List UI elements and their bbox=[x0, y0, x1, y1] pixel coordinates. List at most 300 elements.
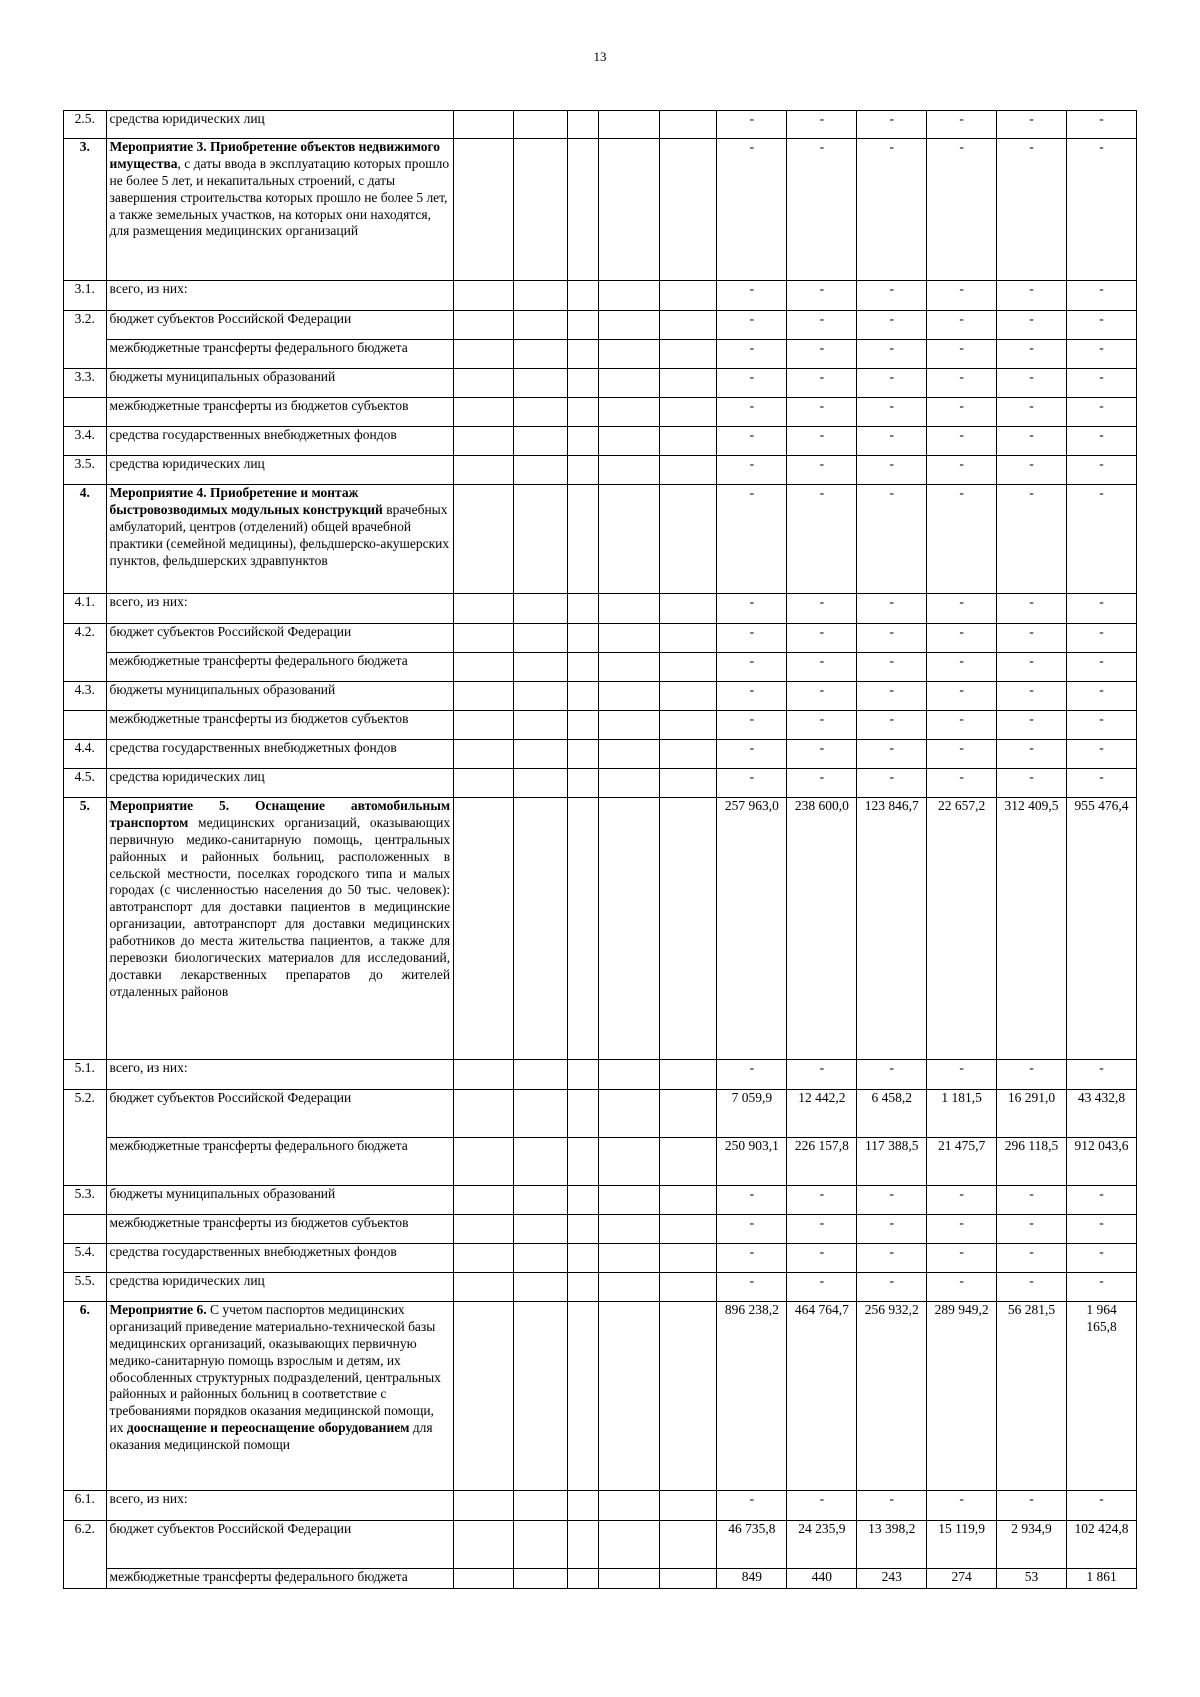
empty-cell bbox=[513, 653, 567, 682]
amount-cell: - bbox=[857, 340, 927, 369]
amount-cell: - bbox=[927, 653, 997, 682]
amount-cell: 243 bbox=[857, 1569, 927, 1589]
empty-cell bbox=[659, 1138, 717, 1186]
amount-cell: - bbox=[787, 1273, 857, 1302]
amount-cell: - bbox=[927, 594, 997, 624]
amount-cell: - bbox=[927, 340, 997, 369]
row-number: 5.3. bbox=[64, 1186, 107, 1215]
amount-cell: 117 388,5 bbox=[857, 1138, 927, 1186]
empty-cell bbox=[454, 427, 514, 456]
funding-source-label: бюджет субъектов Российской Федерации bbox=[106, 1521, 454, 1569]
amount-cell: - bbox=[787, 624, 857, 653]
amount-cell: - bbox=[787, 740, 857, 769]
amount-cell: - bbox=[927, 369, 997, 398]
amount-cell: - bbox=[857, 398, 927, 427]
amount-cell: - bbox=[717, 594, 787, 624]
empty-cell bbox=[659, 624, 717, 653]
measure-title: Мероприятие 6. bbox=[109, 1302, 207, 1317]
amount-cell: - bbox=[997, 594, 1067, 624]
table-row bbox=[64, 1569, 1137, 1589]
amount-cell: - bbox=[997, 369, 1067, 398]
empty-cell bbox=[567, 398, 598, 427]
empty-cell bbox=[454, 624, 514, 653]
amount-cell: 102 424,8 bbox=[1067, 1521, 1137, 1569]
budget-table bbox=[63, 110, 1137, 1589]
empty-cell bbox=[513, 311, 567, 340]
row-number: 3.2. bbox=[64, 311, 107, 369]
table-row bbox=[64, 682, 1137, 711]
amount-cell: - bbox=[997, 311, 1067, 340]
amount-cell: - bbox=[927, 711, 997, 740]
amount-cell: - bbox=[717, 398, 787, 427]
row-number: 4.3. bbox=[64, 682, 107, 711]
amount-cell: - bbox=[997, 398, 1067, 427]
empty-cell bbox=[598, 456, 659, 485]
empty-cell bbox=[567, 1090, 598, 1138]
table-row bbox=[64, 427, 1137, 456]
amount-cell: - bbox=[927, 1244, 997, 1273]
amount-cell: - bbox=[997, 682, 1067, 711]
table-row bbox=[64, 1302, 1137, 1491]
empty-cell bbox=[454, 1491, 514, 1521]
amount-cell: - bbox=[927, 281, 997, 311]
empty-cell bbox=[454, 1186, 514, 1215]
amount-cell: - bbox=[787, 1186, 857, 1215]
empty-cell bbox=[454, 139, 514, 281]
empty-cell bbox=[454, 1244, 514, 1273]
empty-cell bbox=[659, 1302, 717, 1491]
amount-cell: - bbox=[857, 369, 927, 398]
empty-cell bbox=[567, 682, 598, 711]
empty-cell bbox=[454, 456, 514, 485]
table-row bbox=[64, 653, 1137, 682]
row-number: 3.1. bbox=[64, 281, 107, 311]
amount-cell: - bbox=[927, 682, 997, 711]
empty-cell bbox=[454, 369, 514, 398]
row-number: 6. bbox=[64, 1302, 107, 1491]
amount-cell: - bbox=[787, 427, 857, 456]
amount-cell: - bbox=[927, 139, 997, 281]
amount-cell: 1 964 165,8 bbox=[1067, 1302, 1137, 1491]
amount-cell: 16 291,0 bbox=[997, 1090, 1067, 1138]
table-row bbox=[64, 1244, 1137, 1273]
table-row bbox=[64, 1521, 1137, 1569]
empty-cell bbox=[513, 682, 567, 711]
row-number: 2.5. bbox=[64, 111, 107, 139]
empty-cell bbox=[598, 624, 659, 653]
amount-cell: - bbox=[787, 111, 857, 139]
empty-cell bbox=[513, 1273, 567, 1302]
amount-cell: - bbox=[857, 624, 927, 653]
empty-cell bbox=[454, 1090, 514, 1138]
empty-cell bbox=[659, 427, 717, 456]
empty-cell bbox=[598, 1090, 659, 1138]
amount-cell: - bbox=[717, 1244, 787, 1273]
amount-cell: - bbox=[857, 1215, 927, 1244]
funding-source-label: средства государственных внебюджетных фондов bbox=[106, 427, 454, 456]
amount-cell: - bbox=[997, 740, 1067, 769]
empty-cell bbox=[659, 1244, 717, 1273]
empty-cell bbox=[567, 653, 598, 682]
amount-cell: - bbox=[717, 653, 787, 682]
funding-source-label: межбюджетные трансферты федерального бюджета bbox=[106, 340, 454, 369]
amount-cell: - bbox=[1067, 281, 1137, 311]
amount-cell: - bbox=[787, 594, 857, 624]
empty-cell bbox=[567, 139, 598, 281]
amount-cell: - bbox=[857, 594, 927, 624]
empty-cell bbox=[567, 594, 598, 624]
row-number: 5.5. bbox=[64, 1273, 107, 1302]
measure-description bbox=[106, 139, 454, 281]
amount-cell: 464 764,7 bbox=[787, 1302, 857, 1491]
empty-cell bbox=[598, 1244, 659, 1273]
empty-cell bbox=[513, 1491, 567, 1521]
amount-cell: - bbox=[787, 769, 857, 798]
table-row bbox=[64, 281, 1137, 311]
amount-cell: - bbox=[787, 1060, 857, 1090]
measure-title: Мероприятие 5. Оснащение автомобильным транспортом bbox=[109, 798, 451, 830]
empty-cell bbox=[513, 111, 567, 139]
funding-source-label: всего, из них: bbox=[106, 594, 454, 624]
row-number: 5.1. bbox=[64, 1060, 107, 1090]
empty-cell bbox=[659, 769, 717, 798]
empty-cell bbox=[567, 1060, 598, 1090]
empty-cell bbox=[567, 427, 598, 456]
amount-cell: - bbox=[857, 740, 927, 769]
amount-cell: - bbox=[857, 139, 927, 281]
table-row bbox=[64, 340, 1137, 369]
amount-cell: - bbox=[927, 111, 997, 139]
empty-cell bbox=[454, 281, 514, 311]
empty-cell bbox=[598, 111, 659, 139]
empty-cell bbox=[454, 1273, 514, 1302]
amount-cell: - bbox=[1067, 398, 1137, 427]
amount-cell: 312 409,5 bbox=[997, 798, 1067, 1060]
funding-source-label: бюджеты муниципальных образований bbox=[106, 682, 454, 711]
empty-cell bbox=[598, 682, 659, 711]
empty-cell bbox=[659, 281, 717, 311]
amount-cell: 257 963,0 bbox=[717, 798, 787, 1060]
amount-cell: - bbox=[1067, 653, 1137, 682]
empty-cell bbox=[598, 740, 659, 769]
amount-cell: 250 903,1 bbox=[717, 1138, 787, 1186]
amount-cell: - bbox=[997, 281, 1067, 311]
empty-cell bbox=[454, 1138, 514, 1186]
funding-source-label: межбюджетные трансферты из бюджетов субъектов bbox=[106, 398, 454, 427]
empty-cell bbox=[513, 1215, 567, 1244]
row-number bbox=[64, 711, 107, 740]
empty-cell bbox=[659, 456, 717, 485]
amount-cell: - bbox=[927, 485, 997, 594]
amount-cell: - bbox=[927, 1060, 997, 1090]
funding-source-label: межбюджетные трансферты федерального бюджета bbox=[106, 653, 454, 682]
row-number: 5. bbox=[64, 798, 107, 1060]
amount-cell: 123 846,7 bbox=[857, 798, 927, 1060]
empty-cell bbox=[659, 1569, 717, 1589]
amount-cell: - bbox=[787, 1244, 857, 1273]
amount-cell: - bbox=[857, 711, 927, 740]
row-number: 4.4. bbox=[64, 740, 107, 769]
empty-cell bbox=[513, 1569, 567, 1589]
amount-cell: 1 861 bbox=[1067, 1569, 1137, 1589]
amount-cell: - bbox=[927, 740, 997, 769]
empty-cell bbox=[598, 1186, 659, 1215]
table-row bbox=[64, 594, 1137, 624]
empty-cell bbox=[598, 369, 659, 398]
empty-cell bbox=[567, 1244, 598, 1273]
amount-cell: 46 735,8 bbox=[717, 1521, 787, 1569]
empty-cell bbox=[454, 1569, 514, 1589]
amount-cell: - bbox=[1067, 485, 1137, 594]
funding-source-label: бюджет субъектов Российской Федерации bbox=[106, 311, 454, 340]
amount-cell: - bbox=[717, 624, 787, 653]
empty-cell bbox=[513, 624, 567, 653]
amount-cell: - bbox=[997, 711, 1067, 740]
amount-cell: - bbox=[997, 111, 1067, 139]
funding-source-label: бюджет субъектов Российской Федерации bbox=[106, 1090, 454, 1138]
measure-description bbox=[106, 798, 454, 1060]
empty-cell bbox=[659, 798, 717, 1060]
empty-cell bbox=[598, 1302, 659, 1491]
table-row bbox=[64, 485, 1137, 594]
empty-cell bbox=[567, 1491, 598, 1521]
empty-cell bbox=[598, 769, 659, 798]
amount-cell: 1 181,5 bbox=[927, 1090, 997, 1138]
empty-cell bbox=[659, 1186, 717, 1215]
empty-cell bbox=[513, 456, 567, 485]
amount-cell: - bbox=[927, 398, 997, 427]
row-number: 3. bbox=[64, 139, 107, 281]
empty-cell bbox=[513, 740, 567, 769]
amount-cell: - bbox=[717, 485, 787, 594]
amount-cell: - bbox=[857, 485, 927, 594]
amount-cell: - bbox=[1067, 139, 1137, 281]
empty-cell bbox=[513, 1090, 567, 1138]
empty-cell bbox=[454, 653, 514, 682]
amount-cell: - bbox=[1067, 1186, 1137, 1215]
empty-cell bbox=[567, 456, 598, 485]
empty-cell bbox=[567, 485, 598, 594]
funding-source-label: бюджеты муниципальных образований bbox=[106, 1186, 454, 1215]
empty-cell bbox=[454, 485, 514, 594]
amount-cell: - bbox=[717, 281, 787, 311]
empty-cell bbox=[454, 1215, 514, 1244]
row-number: 3.4. bbox=[64, 427, 107, 456]
empty-cell bbox=[598, 798, 659, 1060]
empty-cell bbox=[513, 340, 567, 369]
empty-cell bbox=[454, 769, 514, 798]
amount-cell: - bbox=[787, 398, 857, 427]
table-row bbox=[64, 111, 1137, 139]
amount-cell: - bbox=[717, 139, 787, 281]
amount-cell: - bbox=[857, 1273, 927, 1302]
empty-cell bbox=[598, 1215, 659, 1244]
amount-cell: - bbox=[997, 1215, 1067, 1244]
funding-source-label: всего, из них: bbox=[106, 1060, 454, 1090]
amount-cell: - bbox=[857, 1244, 927, 1273]
empty-cell bbox=[659, 740, 717, 769]
table-row bbox=[64, 1060, 1137, 1090]
empty-cell bbox=[567, 1186, 598, 1215]
funding-source-label: всего, из них: bbox=[106, 1491, 454, 1521]
empty-cell bbox=[659, 369, 717, 398]
empty-cell bbox=[659, 340, 717, 369]
amount-cell: - bbox=[997, 139, 1067, 281]
table-row bbox=[64, 369, 1137, 398]
table-row bbox=[64, 769, 1137, 798]
amount-cell: - bbox=[927, 311, 997, 340]
funding-source-label: бюджеты муниципальных образований bbox=[106, 369, 454, 398]
amount-cell: - bbox=[997, 769, 1067, 798]
measure-title: Мероприятие 4. Приобретение и монтаж быстровозводимых модульных конструкций bbox=[109, 485, 383, 517]
amount-cell: - bbox=[717, 1186, 787, 1215]
table-row bbox=[64, 139, 1137, 281]
empty-cell bbox=[567, 111, 598, 139]
amount-cell: 43 432,8 bbox=[1067, 1090, 1137, 1138]
empty-cell bbox=[513, 1302, 567, 1491]
amount-cell: 912 043,6 bbox=[1067, 1138, 1137, 1186]
measure-text-end: для оказания медицинской помощи bbox=[109, 1420, 433, 1452]
amount-cell: - bbox=[1067, 624, 1137, 653]
empty-cell bbox=[567, 1521, 598, 1569]
funding-source-label: средства юридических лиц bbox=[106, 456, 454, 485]
amount-cell: - bbox=[857, 1186, 927, 1215]
funding-source-label: межбюджетные трансферты из бюджетов субъектов bbox=[106, 1215, 454, 1244]
empty-cell bbox=[567, 1302, 598, 1491]
empty-cell bbox=[454, 740, 514, 769]
empty-cell bbox=[567, 798, 598, 1060]
amount-cell: - bbox=[787, 485, 857, 594]
row-number: 6.2. bbox=[64, 1521, 107, 1589]
empty-cell bbox=[513, 1138, 567, 1186]
empty-cell bbox=[454, 798, 514, 1060]
amount-cell: - bbox=[787, 139, 857, 281]
empty-cell bbox=[513, 594, 567, 624]
amount-cell: - bbox=[997, 1060, 1067, 1090]
empty-cell bbox=[454, 1060, 514, 1090]
empty-cell bbox=[567, 369, 598, 398]
amount-cell: - bbox=[717, 682, 787, 711]
amount-cell: 6 458,2 bbox=[857, 1090, 927, 1138]
empty-cell bbox=[567, 1569, 598, 1589]
amount-cell: - bbox=[1067, 711, 1137, 740]
amount-cell: - bbox=[717, 1215, 787, 1244]
empty-cell bbox=[513, 798, 567, 1060]
empty-cell bbox=[513, 769, 567, 798]
funding-source-label: средства юридических лиц bbox=[106, 111, 454, 139]
amount-cell: - bbox=[717, 456, 787, 485]
empty-cell bbox=[598, 1491, 659, 1521]
row-number: 5.4. bbox=[64, 1244, 107, 1273]
row-number: 6.1. bbox=[64, 1491, 107, 1521]
table-row bbox=[64, 740, 1137, 769]
amount-cell: 21 475,7 bbox=[927, 1138, 997, 1186]
amount-cell: - bbox=[997, 653, 1067, 682]
amount-cell: - bbox=[717, 1060, 787, 1090]
amount-cell: 226 157,8 bbox=[787, 1138, 857, 1186]
empty-cell bbox=[567, 769, 598, 798]
empty-cell bbox=[659, 1090, 717, 1138]
amount-cell: 296 118,5 bbox=[997, 1138, 1067, 1186]
amount-cell: - bbox=[1067, 1491, 1137, 1521]
amount-cell: 238 600,0 bbox=[787, 798, 857, 1060]
empty-cell bbox=[567, 624, 598, 653]
amount-cell: - bbox=[787, 340, 857, 369]
empty-cell bbox=[513, 711, 567, 740]
funding-source-label: всего, из них: bbox=[106, 281, 454, 311]
amount-cell: - bbox=[927, 1186, 997, 1215]
amount-cell: - bbox=[997, 1491, 1067, 1521]
empty-cell bbox=[598, 1569, 659, 1589]
empty-cell bbox=[598, 653, 659, 682]
empty-cell bbox=[598, 398, 659, 427]
amount-cell: - bbox=[857, 427, 927, 456]
amount-cell: - bbox=[787, 456, 857, 485]
empty-cell bbox=[454, 682, 514, 711]
funding-source-label: бюджет субъектов Российской Федерации bbox=[106, 624, 454, 653]
amount-cell: - bbox=[857, 653, 927, 682]
empty-cell bbox=[567, 311, 598, 340]
empty-cell bbox=[659, 485, 717, 594]
empty-cell bbox=[513, 485, 567, 594]
measure-text: медицинских организаций, оказывающих первичную медико-санитарную помощь, центральных районных и районных больниц, расположенных в сельской местности, поселках городского типа и малых городах (с численностью населения до 50 тыс. человек): автотранспорт для доставки пациентов в медицинские организации, автотранспорт для доставки медицинских работников до места жительства пациентов, а также для перевозки биологических материалов для исследований, доставки лекарственных препаратов до жителей отдаленных районов bbox=[109, 814, 451, 999]
amount-cell: - bbox=[997, 624, 1067, 653]
empty-cell bbox=[598, 427, 659, 456]
measure-title: Мероприятие 3. Приобретение объектов недвижимого имущества bbox=[109, 139, 441, 171]
amount-cell: - bbox=[1067, 369, 1137, 398]
empty-cell bbox=[659, 1491, 717, 1521]
amount-cell: 440 bbox=[787, 1569, 857, 1589]
amount-cell: - bbox=[787, 653, 857, 682]
amount-cell: - bbox=[997, 427, 1067, 456]
amount-cell: - bbox=[1067, 1244, 1137, 1273]
empty-cell bbox=[598, 1138, 659, 1186]
amount-cell: - bbox=[1067, 1273, 1137, 1302]
amount-cell: - bbox=[997, 1244, 1067, 1273]
amount-cell: - bbox=[857, 111, 927, 139]
empty-cell bbox=[659, 1060, 717, 1090]
amount-cell: - bbox=[787, 1491, 857, 1521]
row-number: 5.2. bbox=[64, 1090, 107, 1186]
funding-source-label: межбюджетные трансферты из бюджетов субъектов bbox=[106, 711, 454, 740]
measure-description bbox=[106, 485, 454, 594]
amount-cell: - bbox=[717, 340, 787, 369]
amount-cell: - bbox=[717, 740, 787, 769]
amount-cell: - bbox=[997, 1273, 1067, 1302]
amount-cell: 56 281,5 bbox=[997, 1302, 1067, 1491]
row-number bbox=[64, 1215, 107, 1244]
empty-cell bbox=[567, 340, 598, 369]
empty-cell bbox=[598, 340, 659, 369]
amount-cell: - bbox=[857, 769, 927, 798]
amount-cell: - bbox=[1067, 427, 1137, 456]
amount-cell: - bbox=[1067, 311, 1137, 340]
amount-cell: - bbox=[857, 1491, 927, 1521]
empty-cell bbox=[454, 111, 514, 139]
table-row bbox=[64, 311, 1137, 340]
page-number: 13 bbox=[593, 49, 607, 64]
measure-text: , с даты ввода в эксплуатацию которых прошло не более 5 лет, и некапитальных строений, с даты завершения строительства которых прошло не более 5 лет, а также земельных участков, на которых они находятся, для размещения медицинских организаций bbox=[109, 155, 450, 239]
empty-cell bbox=[513, 281, 567, 311]
amount-cell: - bbox=[717, 1273, 787, 1302]
empty-cell bbox=[567, 711, 598, 740]
amount-cell: - bbox=[927, 624, 997, 653]
amount-cell: - bbox=[787, 311, 857, 340]
table-row bbox=[64, 1215, 1137, 1244]
empty-cell bbox=[513, 1186, 567, 1215]
amount-cell: - bbox=[1067, 682, 1137, 711]
amount-cell: 2 934,9 bbox=[997, 1521, 1067, 1569]
